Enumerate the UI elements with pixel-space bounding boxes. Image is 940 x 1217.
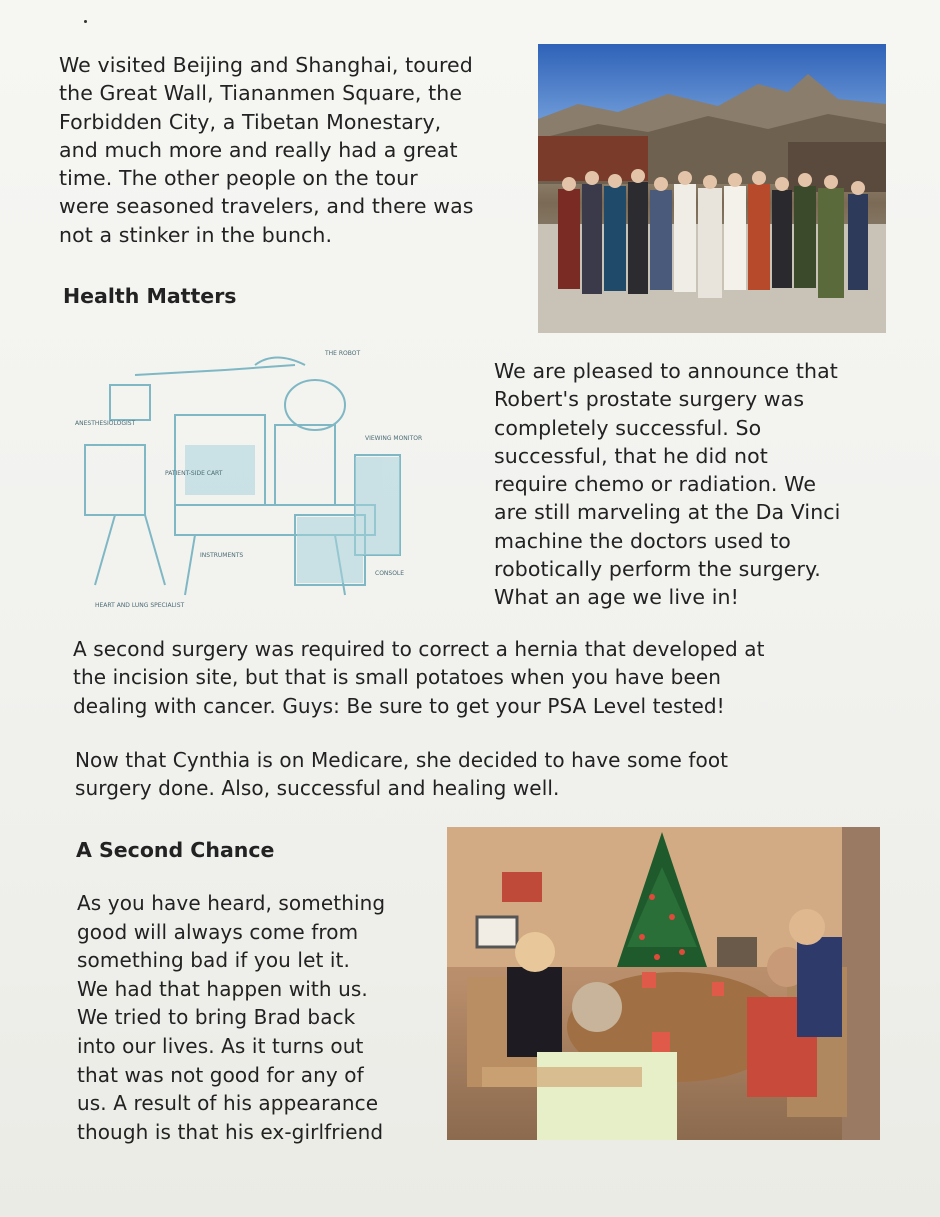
foot-surgery-paragraph: Now that Cynthia is on Medicare, she decided to have some foot surgery done. Also, successful and healing well. (75, 748, 729, 801)
family-christmas-photo (447, 827, 880, 1140)
intro-paragraph: We visited Beijing and Shanghai, toured the Great Wall, Tiananmen Square, the Forbidden City, a Tibetan Monestary, and much more and really had a great time. The other people on the tour were seasoned travelers, and there was not a stinker in the bunch. (59, 53, 474, 247)
diagram-label-console: CONSOLE (375, 570, 405, 577)
health-matters-heading: Health Matters (63, 284, 237, 308)
hernia-paragraph: A second surgery was required to correct a hernia that developed at the incision site, but that is small potatoes when you have been dealing with cancer. Guys: Be sure to get your PSA Level tested! (73, 637, 765, 718)
diagram-label-robot: THE ROBOT (325, 350, 361, 357)
diagram-label-anesthesiologist: ANESTHESIOLOGIST (75, 420, 136, 427)
second-chance-heading: A Second Chance (76, 838, 275, 862)
page-mark (84, 20, 87, 23)
great-wall-photo (538, 44, 886, 333)
da-vinci-diagram (75, 345, 485, 617)
second-chance-paragraph: As you have heard, something good will always come from something bad if you let it. We had that happen with us. We tried to bring Brad back into our lives. As it turns out that was not good for any of us. A result of his appearance though is that his ex-girlfriend (77, 891, 386, 1144)
diagram-label-cart: PATIENT-SIDE CART (165, 470, 223, 477)
health-paragraph: We are pleased to announce that Robert's prostate surgery was completely successful. So successful, that he did not require chemo or radiation. We are still marveling at the Da Vinci machine the doctors used to robotically perform the surgery. What an age we live in! (494, 359, 841, 610)
diagram-label-specialist: HEART AND LUNG SPECIALIST (95, 602, 185, 609)
diagram-label-instruments: INSTRUMENTS (200, 552, 244, 559)
diagram-label-viewing: VIEWING MONITOR (365, 435, 423, 442)
